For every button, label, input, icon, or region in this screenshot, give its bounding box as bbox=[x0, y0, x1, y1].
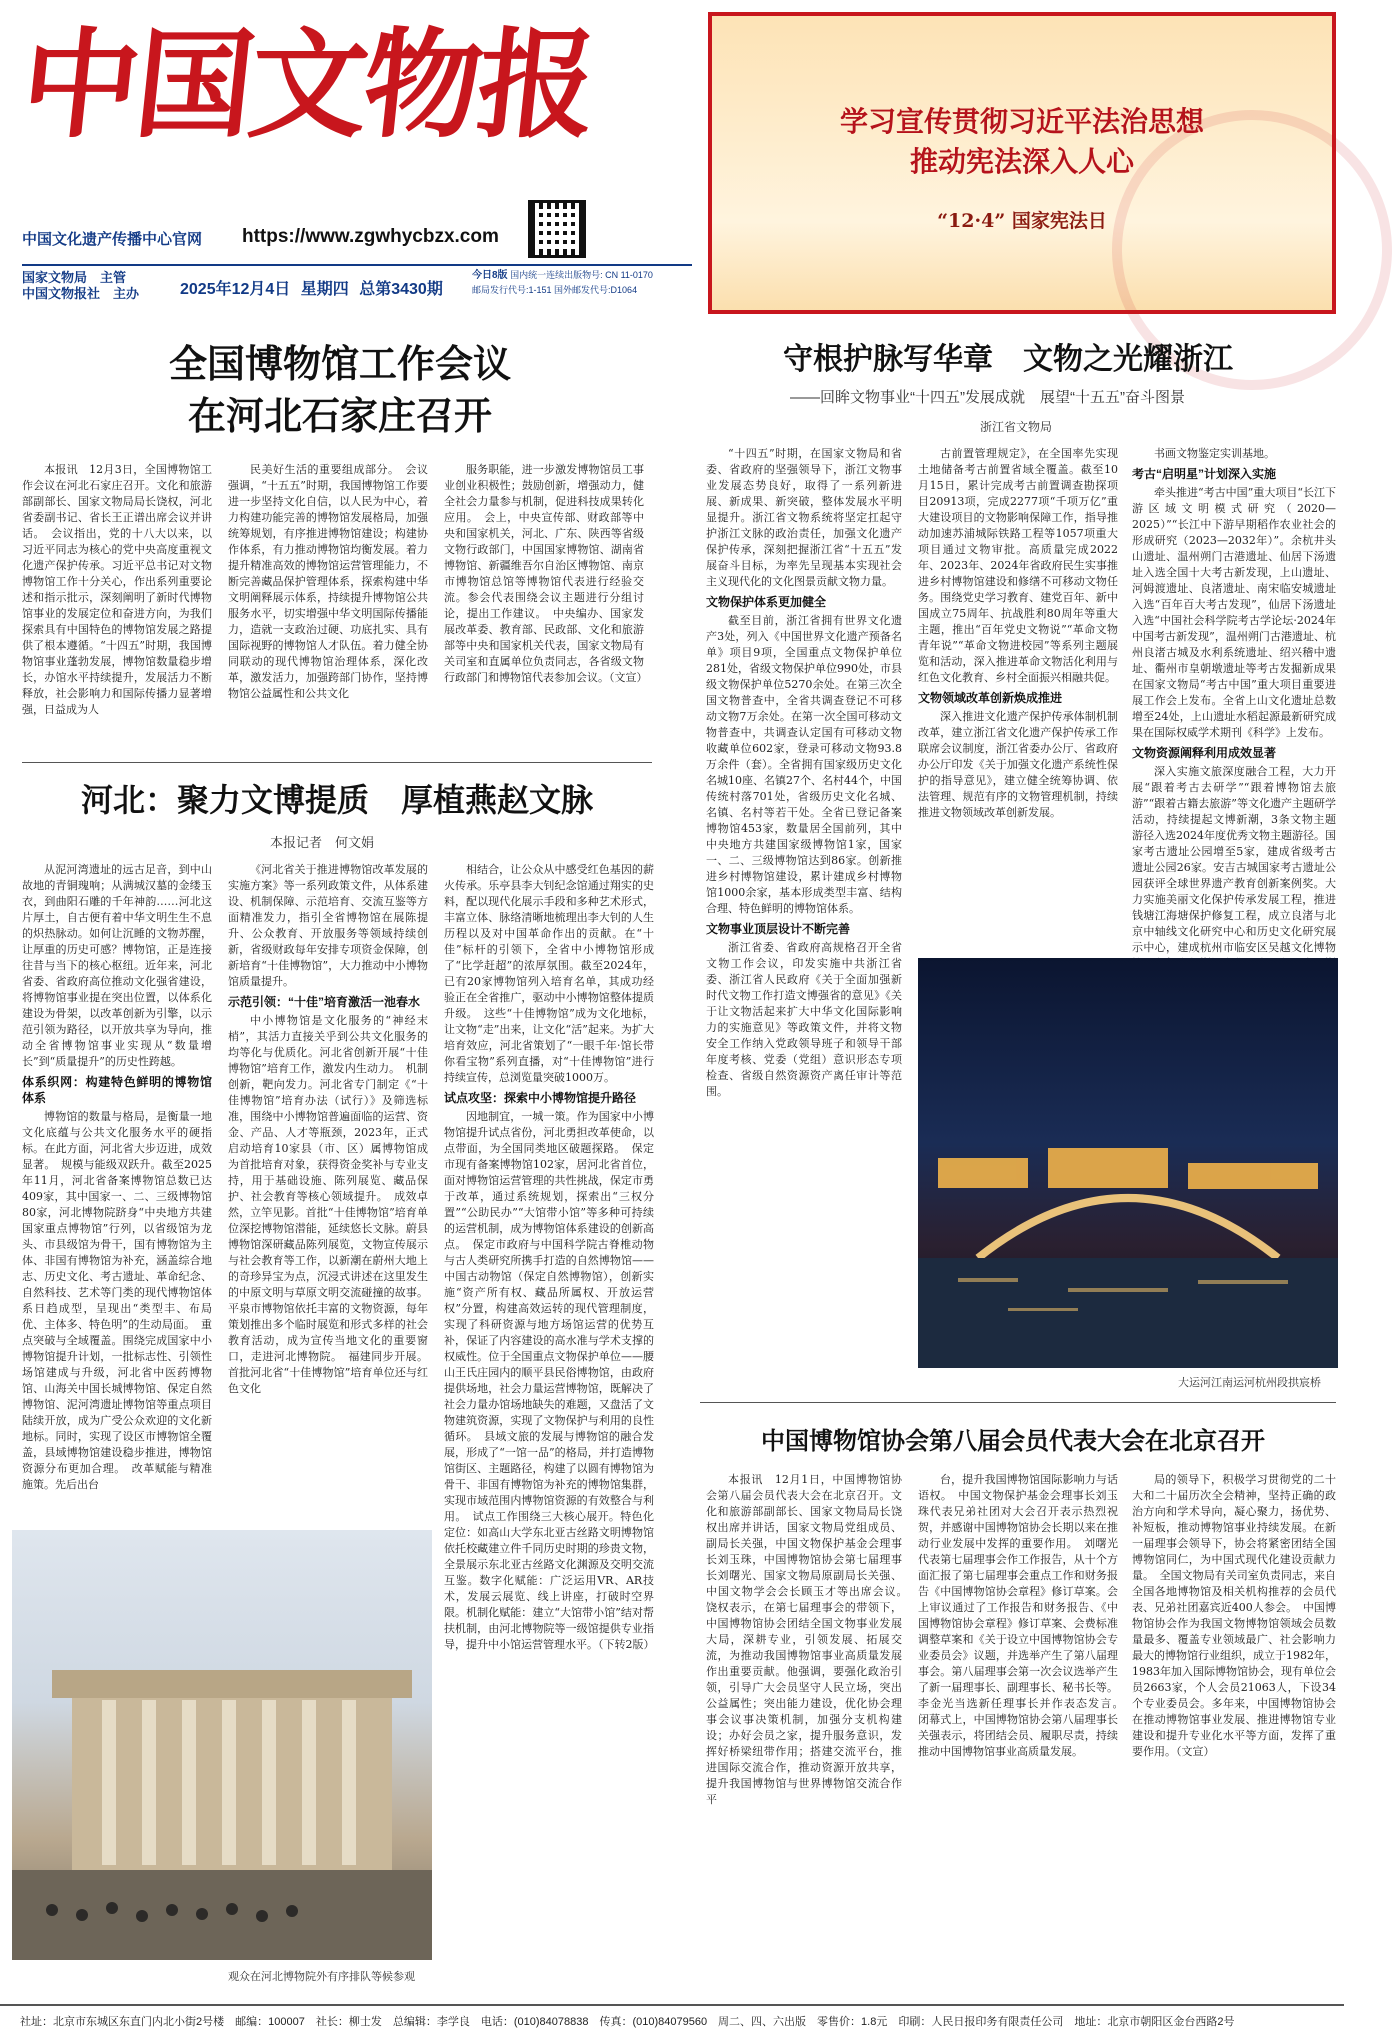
canal-illustration bbox=[918, 958, 1338, 1368]
article-2-subhead-3: 文物领域改革创新焕成推进 bbox=[918, 691, 1063, 705]
article-3-col-1 bbox=[22, 862, 212, 1522]
banner-subtitle: “12·4” 国家宪法日 bbox=[937, 210, 1107, 232]
publisher-info bbox=[22, 270, 139, 302]
cn-number: 国内统一连续出版物号: CN 11-0170 bbox=[510, 270, 653, 280]
banner-title-line-2: 推动宪法深入人心 bbox=[909, 145, 1134, 178]
article-2-col-3c-text: 深入实施文旅深度融合工程，大力开展“跟着考古去研学”“跟着博物馆去旅游”“跟着古籍去旅游”等文化遗产主题研学活动，持续提起文博新潮，3条文物主题游径入选2024年度优秀文物主题游径。国家考古遗址公园增至5家，建成省级考古遗址公园26家。安吉古城国家考古遗址公园获评全球世界遗产教育创新案例奖。大力实施美丽文化保护传承发展工程，推进钱塘江海塘保护修复工程，成立良渚与北京中轴线文化研究中心和历史文化研究展示中心，建成杭州市临安区吴越文化博物 bbox=[1132, 765, 1336, 954]
article-1-col-3: 服务职能，进一步激发博物馆员工事业创业积极性；鼓励创新，增强动力，健全社会力量参与机制，促进科技成果转化应用。 会上，中央宣传部、财政部等中央和国家机关，河北、广东、陕西等省级文物行政部门，中国国家博物馆、湖南省博物馆、新疆维吾尔自治区博物馆、南京市博物馆总馆等博物馆代表进行经验交流。参会代表围绕会议主题进行分组讨论，提出工作建议。 中央编办、国家发展改革委、教育部、民政部、文化和旅游部等中央和国家机关代表，国家文物局有关司室和直属单位负责同志，各省级文物行政部门和博物馆代表参加会议。（文宣） bbox=[444, 463, 648, 684]
lantern-lights bbox=[938, 1148, 1318, 1189]
article-2-col-1 bbox=[706, 446, 902, 1398]
grand-canal-photo-caption: 大运河江南运河杭州段拱宸桥 bbox=[1178, 1377, 1321, 1389]
article-2-byline: 浙江省文物局 bbox=[980, 420, 1053, 434]
article-3-col-3 bbox=[444, 862, 654, 1980]
article-2-subtitle: ——回眸文物事业“十四五”发展成就 展望“十五五”奋斗图景 bbox=[790, 389, 1185, 406]
masthead-logo: 中国文物报 bbox=[14, 15, 600, 154]
hebei-museum-photo[interactable] bbox=[12, 1530, 432, 1960]
article-2-col-1b-text: 截至目前，浙江省拥有世界文化遗产3处，列入《中国世界文化遗产预备名单》项目9项，全国重点文物保护单位281处，省级文物保护单位990处，市县级文物保护单位5270余处。在第三次全国文物普查中，全省共调查登记不可移动文物7万余处。在第一次全国可移动文物普查中，共调查认定国有可移动文物收藏单位602家，登录可移动文物93.8万余件（套）。全省拥有国家级历史文化名城10座、名镇27个、名村44个，中国传统村落701处，省级历史文化名城、名镇、名村等若干处。全省已登记备案博物馆453家，数量居全国前列，其中中央地方共建国家级博物馆1家，国家一、二、三级博物馆达到86家。创新推进乡村博物馆建设，累计建成乡村博物馆1000余家，基本形成类型丰富、结构合理、特色鲜明的博物馆体系。 bbox=[706, 614, 902, 915]
plaza bbox=[12, 1870, 432, 1960]
article-2-subhead-2: 文物事业顶层设计不断完善 bbox=[706, 922, 851, 936]
article-2-col-1c-text: 浙江省委、省政府高规格召开全省文物工作会议，印发实施中共浙江省委、浙江省人民政府《关于全面加强新时代文物工作打造文博强省的意见》《关于让文物活起来扩大中华文化国际影响力的实施意见》等政策文件，并将文物安全工作纳入党政领导班子和领导干部年度考核、党委（党组）意识形态专项检查、省级自然资源资产离任审计等范围。 bbox=[706, 941, 902, 1098]
article-4-col-2: 台，提升我国博物馆国际影响力与话语权。 中国文物保护基金会理事长刘玉珠代表兄弟社团对大会召开表示热烈祝贺，并感谢中国博物馆协会长期以来在推动行业发展中发挥的重要作用。 刘曙光代表第七届理事会作工作报告，从十个方面汇报了第七届理事会重点工作和财务报告《中国博物馆协会章程》修订草案。会上审议通过了工作报告和财务报告、《中国博物馆协会章程》修订草案、会费标准调整草案和《关于设立中国博物馆协会专业委员会》议题，并选举产生了第八届理事会。第八届理事会第一次会议选举产生了新一届理事长、副理事长、秘书长等。李金光当选新任理事长并作表态发言。 闭幕式上，中国博物馆协会第八届理事长关强表示，将团结会员、履职尽责，持续推动中国博物馆事业高质量发展。 bbox=[918, 1473, 1129, 1758]
article-2-headline[interactable]: 守根护脉写华章 文物之光耀浙江 bbox=[783, 342, 1233, 377]
article-3-col-3-text: 相结合，让公众从中感受红色基因的薪火传承。乐亭县李大钊纪念馆通过翔实的史料，配以现代化展示手段和多种艺术形式，丰富立体、脉络清晰地梳理出李大钊的人生历程以及对中国革命作出的贡献。在“十佳”标杆的引领下，全省中小博物馆形成了“比学赶超”的浓厚氛围。截至2024年，已有20家博物馆列入培育名单，其成功经验正在全省推广，驱动中小博物馆整体提质升级。 这些“十佳博物馆”成为文化地标，让文物“走”出来，让文化“活”起来。为扩大培育效应，河北省策划了“一眼千年·馆长带你看宝物”系列直播，对“十佳博物馆”进行持续宣传，总浏览量突破1000万。 bbox=[444, 863, 654, 1084]
article-3-col-3b-text: 因地制宜，一城一策。作为国家中小博物馆提升试点省份，河北勇担改革使命，以点带面，为全国同类地区破题探路。 保定市现有备案博物馆102家，居河北省首位，面对博物馆运营管理的共性挑战，保定市勇于改革，通过系统规划，探索出“三权分置”“公助民办”“大馆带小馆”等多种可持续的运营机制，成为博物馆体系建设的创新高点。 保定市政府与中国科学院古脊椎动物与古人类研究所携手打造的自然博物馆——中国古动物馆（保定自然博物馆），创新实施“资产所有权、藏品所属权、开放运营权”分置，构建高效运转的现代管理制度，实现了科研资源与地方场馆运营的优势互补，保证了内容建设的高水准与学术支撑的权威性。位于全国重点文物保护单位——腰山王氏庄园内的顺平县民俗博物馆，由政府提供场地，社会力量运营博物馆，既解决了社会力量办馆场地缺失的难题，又盘活了文物建筑资源，实现了文物保护与利用的良性循环。 县域文旅的发展与博物馆的融合发展，形成了“一馆一品”的格局，并打造博物馆街区、主题路径，构建了以圆有博物馆为骨干、非国有博物馆为补充的博物馆集群，实现市域范围内博物馆资源的有效整合与利用。 试点工作围绕三大核心展开。特色化定位：如高山大学东北亚古丝路文明博物馆依托校藏建立件千同历史时期的珍贵文物，全景展示东北亚古丝路文化渊源及交明交流互鉴。数字化赋能：广泛运用VR、AR技术，发展云展览、线上讲座，打破时空界限。机制化赋能：建立“大馆带小馆”结对帮扶机制，由河北博物院等一级馆提供专业指导，提升中小馆运营管理水平。（下转2版） bbox=[444, 1110, 655, 1651]
arch-bridge bbox=[978, 1198, 1278, 1258]
article-3-byline: 本报记者 何文娟 bbox=[270, 835, 375, 850]
article-3-headline[interactable]: 河北：聚力文博提质 厚植燕赵文脉 bbox=[80, 781, 593, 819]
canal-water bbox=[918, 1258, 1338, 1368]
grand-canal-night-photo[interactable] bbox=[918, 958, 1338, 1368]
article-2-col-3-text: 书画文物鉴定实训基地。 bbox=[1154, 447, 1275, 460]
article-3-subhead-1: 体系织网：构建特色鲜明的博物馆体系 bbox=[22, 1075, 212, 1105]
footer-info: 社址：北京市东城区东直门内北小街2号楼 邮编：100007 社长：柳士发 总编辑：李学良 电话：(010)84078838 传真：(010)84079560 周二、四、六出版 零售价：1.8元 印刷：人民日报印务有限责任公司 地址：北京市朝阳区金台西路2号 bbox=[0, 2004, 1344, 2040]
article-4-col-1: 本报讯 12月1日，中国博物馆协会第八届会员代表大会在北京召开。文化和旅游部副部长、国家文物局局长饶权出席并讲话，国家文物局党组成员、副局长关强，中国文物保护基金会理事长刘玉珠，中国博物馆协会第七届理事长刘曙光、国家文物局原副局长关强、中国文物学会会长顾玉才等出席会议。 饶权表示，在第七届理事会的带领下，中国博物馆协会团结全国文物事业发展大局，深耕专业，引领发展、拓展交流，为推动我国博物馆事业高质量发展作出重要贡献。他强调，要强化政治引领，引导广大会员坚守人民立场，突出公益属性；突出能力建设，优化协会理事会议事决策机制，加强分支机构建设；办好会员之家，提升服务意识，发挥好桥梁纽带作用；搭建交流平台，推进国际交流合作，推动资源开放共享，提升我国博物馆与世界博物馆交流合作平 bbox=[706, 1473, 913, 1806]
article-1-col-2: 民美好生活的重要组成部分。 会议强调，“十五五”时期，我国博物馆工作要进一步坚持文化自信，以人民为中心，着力构建功能完善的博物馆发展格局，加强统筹规划，有序推进博物馆建设；构建协作体系，有力推动博物馆均衡发展。着力提升精准高效的博物馆运营管理能力，不断完善藏品保护管理体系，探索构建中华文明阐释展示体系，持续提升博物馆公共服务水平，切实增强中华文明国际传播能力，造就一支政治过硬、功底扎实、具有国际视野的博物馆人才队伍。着力健全协同联动的现代博物馆治理体系，深化改革，激发活力，加强跨部门协作，坚持博物馆公益属性和公共文化 bbox=[228, 463, 428, 700]
article-1-headline-line-1: 全国博物馆工作会议 bbox=[168, 341, 511, 386]
overseas-code: 国外邮发代号:D1064 bbox=[554, 285, 638, 295]
qr-code-icon[interactable] bbox=[528, 200, 586, 258]
article-2-subhead-1: 文物保护体系更加健全 bbox=[706, 595, 827, 609]
article-2-subhead-5: 文物资源阐释利用成效显著 bbox=[1132, 746, 1277, 760]
article-1-headline[interactable] bbox=[60, 338, 620, 442]
article-2-col-1-text: “十四五”时期，在国家文物局和省委、省政府的坚强领导下，浙江文物事业发展态势良好，取得了一系列新进展、新成果、新突破，整体发展水平明显提升。浙江省文物系统将坚定扛起守护浙江文脉的政治责任，加强文化遗产保护传承，深刻把握浙江省“十五五”发展奋斗目标，为率先呈现基本实现社会主义现代化的文化图景贡献文物力量。 bbox=[706, 447, 902, 588]
article-2-col-2 bbox=[918, 446, 1118, 946]
post-code: 邮局发行代号:1-151 bbox=[472, 285, 552, 295]
sponsor-2: 中国文物报社 主办 bbox=[22, 286, 140, 301]
banner-title-line-1: 学习宣传贯彻习近平法治思想 bbox=[839, 105, 1204, 138]
article-3-subhead-3: 试点攻坚：探索中小博物馆提升路径 bbox=[444, 1091, 637, 1105]
article-3-col-2 bbox=[228, 862, 428, 1522]
issue-info bbox=[180, 276, 443, 299]
museum-roof bbox=[52, 1670, 412, 1698]
article-2-col-3 bbox=[1132, 446, 1336, 954]
issn-block bbox=[472, 268, 702, 298]
hebei-museum-photo-caption: 观众在河北博物院外有序排队等候参观 bbox=[228, 1971, 415, 1983]
article-3-col-2b-text: 中小博物馆是文化服务的“神经末梢”，其活力直接关乎到公共文化服务的均等化与优质化。河北省创新开展“十佳博物馆”培育工作，激发内生动力。 机制创新，靶向发力。河北省专门制定《“十佳博物馆”培育办法（试行）》及筛选标准，围绕中小博物馆普遍面临的运营、资金、产品、人才等瓶颈，2023年，正式启动培育10家县（市、区）属博物馆成为首批培育对象，获得资金奖补与专业支持，用于基础设施、陈列展览、藏品保护、社会教育等核心领域提升。 成效卓然，立竿见影。首批“十佳博物馆”培育单位深挖博物馆潜能，延续悠长文脉。蔚县博物馆深研藏品陈列展览，文物宣传展示与社会教育等工作，以新潮在蔚州大地上的奇珍异宝为点，沉浸式讲述在这里发生的中原文明与草原文明交流碰撞的故事。平泉市博物馆依托丰富的文物资源，每年策划推出多个临时展览和形式多样的社会教育活动，成为宣传当地文化的重要窗口，走进河北博物院。 福建同步开展。首批河北省“十佳博物馆”培育单位还与红色文化 bbox=[228, 1014, 428, 1395]
article-3-col-1b-text: 博物馆的数量与格局，是衡量一地文化底蕴与公共文化服务水平的硬指标。在此方面，河北省大步迈进，成效显著。 规模与能级双跃升。截至2025年11月，河北省备案博物馆总数已达409家，其中国家一、二、三级博物馆80家，河北博物院跻身“中央地方共建国家重点博物馆”行列，以省级馆为龙头、市县级馆为骨干，国有博物馆为主体、非国有博物馆为补充，涵盖综合地志、历史文化、考古遗址、革命纪念、自然科技、艺术等门类的现代博物馆体系日趋成型，呈现出“类型丰、布局优、主体多、特色明”的生动局面。 重点突破与全域覆盖。围绕完成国家中小博物馆提升计划，一批标志性、引领性场馆建成与升级，河北省中医药博物馆、山海关中国长城博物馆、保定自然博物馆、泥河湾遗址博物馆等重点项目陆续开放，成为广受公众欢迎的文化新地标。同时，实现了设区市博物馆全覆盖，县域博物馆建设稳步推进，博物馆资源分布更加合理。 改革赋能与精准施策。先后出台 bbox=[22, 1110, 212, 1491]
site-url[interactable]: https://www.zgwhycbzx.com bbox=[242, 226, 499, 247]
divider bbox=[700, 1402, 1336, 1403]
issue-weekday: 星期四 bbox=[300, 281, 349, 298]
article-3-col-1-text: 从泥河湾遗址的远古足音，到中山故地的青铜瑰响；从满城汉墓的金缕玉衣，到曲阳石雕的千年神韵……河北这片厚土，自古便有着中华文明生生不息的炽热脉动。如何让沉睡的文物苏醒，让厚重的历史可感？博物馆，正是连接往昔与当下的核心枢纽。近年来，河北省委、省政府高位推动文化强省建设，将博物馆事业提在突出位置，以体系化建设为骨架，以改革创新为引擎，以示范引领为路径，以开放共享为导向，推动全省博物馆事业实现从“数量增长”到“质量提升”的历史性跨越。 bbox=[22, 863, 212, 1068]
article-3-subhead-2: 示范引领：“十佳”培育激活一池春水 bbox=[228, 995, 421, 1009]
museum-building-illustration bbox=[12, 1530, 432, 1960]
article-3-col-2-text: 《河北省关于推进博物馆改革发展的实施方案》等一系列政策文件，从体系建设、机制保障、示范培育、交流互鉴等方面精准发力，指引全省博物馆在展陈提升、公众教育、开放服务等领域持续创新，省级财政每年安排专项资金保障，创新培育“十佳博物馆”，大力推动中小博物馆质量提升。 bbox=[228, 863, 428, 988]
article-1-headline-line-2: 在河北石家庄召开 bbox=[187, 393, 492, 438]
page-count: 今日8版 bbox=[472, 270, 508, 281]
constitution-day-banner bbox=[708, 12, 1336, 314]
masthead-rule bbox=[22, 264, 692, 266]
banner-title bbox=[712, 102, 1332, 182]
sponsor-1: 国家文物局 主管 bbox=[22, 270, 127, 285]
issue-number: 总第3430期 bbox=[359, 281, 443, 298]
article-1-col-1: 本报讯 12月3日，全国博物馆工作会议在河北石家庄召开。文化和旅游部副部长、国家文物局局长饶权，河北省委副书记、省长王正谱出席会议并讲话。 会议指出，党的十八大以来，以习近平同志为核心的党中央高度重视文化遗产保护传承。习近平总书记对文物博物馆工作十分关心，作出系列重要论述和指示批示，深刻阐明了新时代博物馆事业的发展定位和奋进方向，为我们探索具有中国特色的博物馆发展之路提供了根本遵循。“十四五”时期，我国博物馆事业蓬勃发展，博物馆数量稳步增长，办馆水平持续提升，发展活力不断释放，社会影响力和国际传播力显著增强，日益成为人 bbox=[22, 463, 212, 716]
article-2-col-3b-text: 牵头推进“考古中国”重大项目“长江下游区域文明模式研究（2020—2025）”“长江中下游早期稻作农业社会的形成研究（2023—2032年）”。余杭井头山遗址、温州朔门古港遗址、仙居下汤遗址入选全国十大考古新发现，上山遗址、河姆渡遗址、良渚遗址、南宋临安城遗址入选“百年百大考古发现”，仙居下汤遗址入选“中国社会科学院考古学论坛·2024年中国考古新发现”，温州朔门古港遗址、杭州良渚古城及水利系统遗址、绍兴稽中遗址、衢州市皇朝墩遗址等考古发掘新成果在国家文物局“考古中国”重大项目重要进展工作会上发布。全省上山文化遗址总数增至24处，上山遗址水稻起源最新研究成果在国际权威学术期刊《科学》上发布。 bbox=[1132, 486, 1336, 739]
issue-date: 2025年12月4日 bbox=[180, 281, 291, 298]
divider bbox=[22, 762, 652, 763]
site-label: 中国文化遗产传播中心官网 bbox=[22, 231, 203, 248]
article-2-col-2-text: 古前置管理规定》，在全国率先实现土地储备考古前置省域全覆盖。截至10月15日，累计完成考古前置调查勘探项目20913项，完成2277项“千项万亿”重大建设项目的文物影响保障工作，指导推动加速苏浦城际铁路工程等1057项重大项目通过文物审批。高质量完成2022年、2023年、2024年省政府民生实事推进乡村博物馆建设和修缮不可移动文物任务。围绕党史学习教育、建党百年、新中国成立75周年、抗战胜利80周年等重大主题，推出“百年党史文物说”“革命文物青年说”“革命文物进校园”等系列主题展览和活动，深入推进革命文物活化利用与红色文化教育、乡村全面振兴相融共促。 bbox=[918, 447, 1118, 684]
article-2-col-2b-text: 深入推进文化遗产保护传承体制机制改革，建立浙江省文化遗产保护传承工作联席会议制度，浙江省委办公厅、省政府办公厅印发《关于加强文化遗产系统性保护的指导意见》，建立健全统筹协调、依法管理、规范有序的文物管理机制，持续推进文物领域改革创新发展。 bbox=[918, 710, 1118, 819]
article-4-headline[interactable]: 中国博物馆协会第八届会员代表大会在北京召开 bbox=[761, 1426, 1265, 1455]
article-4-col-3: 局的领导下，积极学习贯彻党的二十大和二十届历次全会精神，坚持正确的政治方向和学术导向，凝心聚力，扬优势、补短板，推动博物馆事业持续发展。在新一届理事会领导下，协会将紧密团结全国博物馆同仁，为中国式现代化建设贡献力量。 全国文物局有关司室负责同志，来自全国各地博物馆及相关机构推荐的会员代表、兄弟社团嘉宾近400人参会。 中国博物馆协会作为我国文物博物馆领域会员数量最多、覆盖专业领域最广、社会影响力最大的博物馆行业组织，成立于1982年，1983年加入国际博物馆协会，现有单位会员2663家，个人会员21063人，下设34个专业委员会。多年来，中国博物馆协会在推动博物馆事业发展、推进博物馆专业建设和提升专业化水平等方面，发挥了重要作用。（文宣） bbox=[1132, 1473, 1336, 1758]
article-2-subhead-4: 考古“启明星”计划深入实施 bbox=[1132, 467, 1277, 481]
